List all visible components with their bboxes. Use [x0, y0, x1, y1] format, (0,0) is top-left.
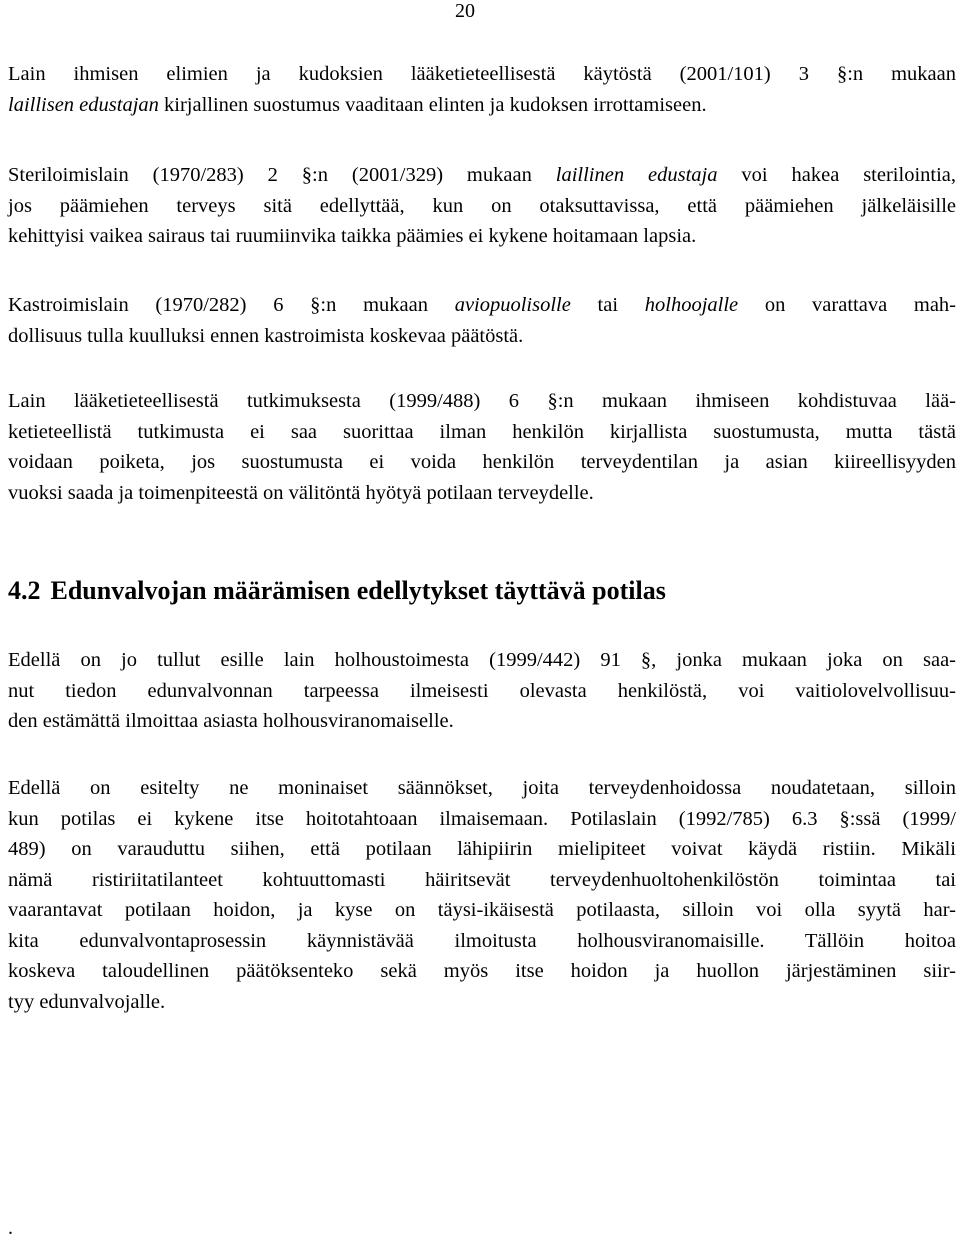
paragraph-castration [8, 290, 956, 351]
text-run: tai [570, 294, 645, 316]
text-run: Kastroimislain (1970/282) 6 §:n mukaan [8, 294, 455, 316]
text-run: kun potilas ei kykene itse hoitotahtoaan ilmaisemaan. Potilaslain (1992/785) 6.3 §:ssä (1999/ [8, 807, 956, 830]
text-run: voidaan poiketa, jos suostumusta ei voida henkilön terveydentilan ja asian kiireellisyyden [8, 451, 956, 473]
paragraph-medical-research [8, 386, 956, 508]
text-line [8, 59, 956, 90]
text-line [8, 895, 956, 926]
text-line [8, 386, 956, 417]
text-line [8, 956, 956, 987]
text-run: koskeva taloudellinen päätöksenteko sekä myös itse hoidon ja huollon järjestäminen siir- [8, 960, 956, 982]
text-line [8, 478, 956, 509]
text-line [8, 804, 956, 835]
text-line [8, 290, 956, 321]
paragraph-organ-donation [8, 59, 956, 120]
text-run: Edellä on jo tullut esille lain holhoustoimesta (1999/442) 91 §, jonka mukaan joka on saa- [8, 649, 956, 671]
text-line [8, 417, 956, 448]
section-title: Edunvalvojan määrämisen edellytykset täyttävä potilas [50, 576, 666, 605]
text-run: Steriloimislain (1970/283) 2 §:n (2001/329) mukaan [8, 164, 556, 186]
text-line [8, 645, 956, 676]
italic-term: laillisen edustajan [8, 93, 159, 116]
page-number: 20 [455, 0, 475, 22]
paragraph-patient-act [8, 773, 956, 1017]
text-run: jos päämiehen terveys sitä edellyttää, kun on otaksuttavissa, että päämiehen jälkeläisille [8, 194, 956, 217]
italic-term: laillinen edustaja [555, 164, 718, 186]
text-run: voi hakea sterilointia, [717, 164, 957, 186]
text-line [8, 926, 956, 957]
text-run: Edellä on esitelty ne moninaiset säännökset, joita terveydenhoidossa noudatetaan, silloin [8, 777, 956, 799]
text-line [8, 191, 956, 222]
text-line [8, 321, 956, 352]
text-line [8, 676, 956, 707]
paragraph-sterilization [8, 160, 956, 252]
text-run: Lain lääketieteellisestä tutkimuksesta (1999/488) 6 §:n mukaan ihmiseen kohdistuvaa lää- [8, 390, 956, 412]
text-run: kita edunvalvontaprosessin käynnistävää ilmoitusta holhousviranomaisille. Tällöin hoitoa [8, 929, 956, 952]
text-run: on varattava mah- [738, 294, 956, 316]
section-number: 4.2 [8, 576, 41, 605]
text-line [8, 706, 956, 737]
text-line [8, 987, 956, 1018]
footer-mark: . [8, 1217, 13, 1239]
italic-term: holhoojalle [644, 294, 739, 316]
text-run: vuoksi saada ja toimenpiteestä on välitöntä hyötyä potilaan terveydelle. [8, 481, 594, 504]
text-run: vaarantavat potilaan hoidon, ja kyse on täysi-ikäisestä potilaasta, silloin voi olla syytä har- [8, 899, 956, 921]
paragraph-guardianship-act [8, 645, 956, 737]
section-heading [8, 574, 666, 608]
text-run: ketieteellistä tutkimusta ei saa suorittaa ilman henkilön kirjallista suostumusta, mutta tästä [8, 420, 956, 443]
text-run: Lain ihmisen elimien ja kudoksien lääketieteellisestä käytöstä (2001/101) 3 §:n mukaan [8, 63, 956, 85]
text-run: kirjallinen suostumus vaaditaan elinten ja kudoksen irrottamiseen. [158, 93, 707, 116]
text-run: tyy edunvalvojalle. [8, 990, 166, 1013]
text-run: dollisuus tulla kuulluksi ennen kastroimista koskevaa päätöstä. [8, 324, 524, 347]
text-run: nut tiedon edunvalvonnan tarpeessa ilmeisesti olevasta henkilöstä, voi vaitiolovelvollisuu- [8, 679, 956, 702]
text-line [8, 773, 956, 804]
text-line [8, 90, 956, 121]
text-run: 489) on varauduttu siihen, että potilaan lähipiirin mielipiteet voivat käydä ristiin. Mikäli [8, 838, 956, 860]
text-line [8, 447, 956, 478]
italic-term: aviopuolisolle [454, 294, 571, 316]
text-run: kehittyisi vaikea sairaus tai ruumiinvika taikka päämies ei kykene hoitamaan lapsia. [8, 225, 697, 247]
text-line [8, 160, 956, 191]
text-line [8, 865, 956, 896]
text-run: nämä ristiriitatilanteet kohtuuttomasti häiritsevät terveydenhuoltohenkilöstön toimintaa tai [8, 868, 956, 891]
text-line [8, 834, 956, 865]
text-line [8, 221, 956, 252]
text-run: den estämättä ilmoittaa asiasta holhousviranomaiselle. [8, 710, 454, 732]
